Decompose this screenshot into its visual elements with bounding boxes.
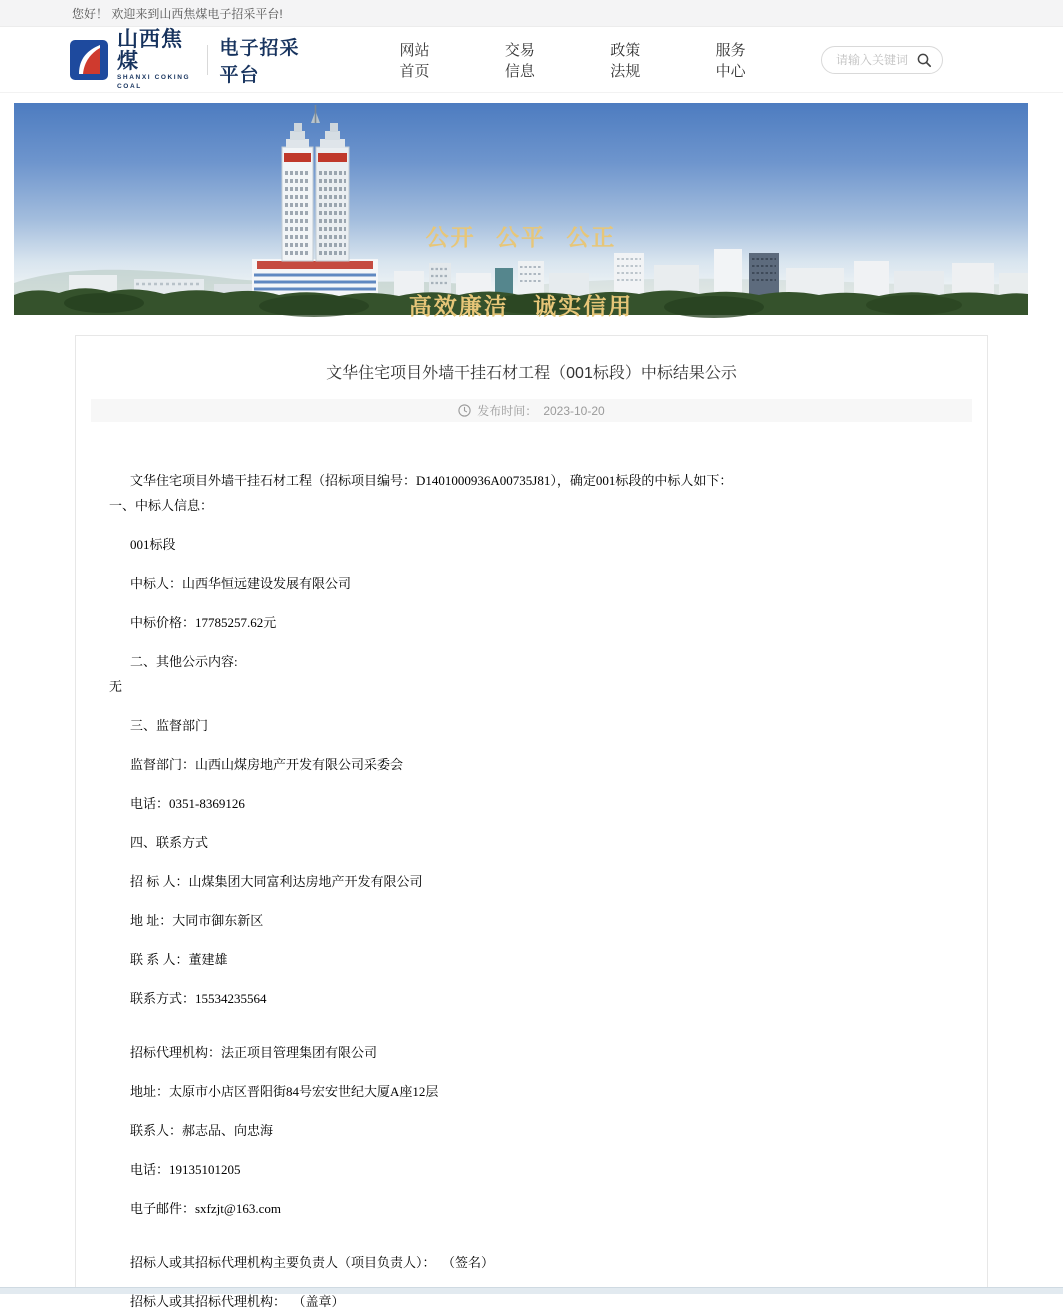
body-line: 招 标 人：山煤集团大同富利达房地产开发有限公司 bbox=[130, 874, 423, 889]
site-header bbox=[0, 27, 1063, 93]
announcement-body bbox=[76, 468, 987, 1314]
body-line: 一、中标人信息： bbox=[109, 498, 214, 513]
body-line: 001标段 bbox=[130, 537, 176, 552]
nav-service-center[interactable]: 服务中心 bbox=[715, 41, 746, 80]
clock-icon bbox=[458, 404, 471, 417]
logo-text-cn: 山西焦煤 bbox=[117, 27, 183, 73]
publish-date: 2023-10-20 bbox=[543, 403, 605, 418]
body-line: 联 系 人：董建雄 bbox=[130, 952, 228, 967]
search-box[interactable] bbox=[821, 46, 943, 74]
main-nav bbox=[400, 39, 821, 81]
footer-bar bbox=[0, 1287, 1063, 1294]
body-line: 三、监督部门 bbox=[130, 718, 209, 733]
logo-text-en: SHANXI COKING COAL bbox=[117, 73, 191, 90]
body-line: 无 bbox=[109, 679, 123, 694]
body-line: 招标人或其招标代理机构： （盖章） bbox=[130, 1294, 345, 1309]
announcement-card bbox=[75, 335, 988, 1309]
banner-slogan bbox=[409, 187, 633, 357]
body-line: 招标代理机构：法正项目管理集团有限公司 bbox=[130, 1045, 378, 1060]
publish-label: 发布时间： bbox=[477, 404, 538, 418]
body-line: 四、联系方式 bbox=[130, 835, 209, 850]
nav-trade-info[interactable]: 交易信息 bbox=[504, 41, 535, 80]
welcome-text: 您好！ 欢迎来到山西焦煤电子招采平台! bbox=[72, 6, 283, 21]
body-line: 电话：19135101205 bbox=[130, 1162, 241, 1177]
logo-mark-icon bbox=[70, 40, 108, 80]
body-line: 监督部门：山西山煤房地产开发有限公司采委会 bbox=[130, 757, 404, 772]
logo-platform-text: 电子招采平台 bbox=[219, 37, 300, 86]
search-icon[interactable] bbox=[916, 52, 932, 68]
nav-policies[interactable]: 政策法规 bbox=[610, 41, 641, 80]
welcome-bar bbox=[0, 0, 1063, 27]
body-line: 招标人或其招标代理机构主要负责人（项目负责人）： （签名） bbox=[130, 1255, 495, 1270]
nav-home[interactable]: 网站首页 bbox=[399, 41, 430, 80]
body-line: 联系人：郝志品、向忠海 bbox=[130, 1123, 274, 1138]
body-line: 中标价格：17785257.62元 bbox=[130, 615, 277, 630]
body-line: 电话：0351-8369126 bbox=[130, 796, 245, 811]
hero-banner bbox=[14, 103, 1028, 319]
banner-slogan-line2: 高效廉洁 诚实信用 bbox=[408, 293, 634, 319]
banner-slogan-line1: 公开 公平 公正 bbox=[425, 224, 617, 250]
logo-divider bbox=[207, 45, 208, 75]
publish-meta-bar bbox=[91, 399, 972, 422]
page-title: 文华住宅项目外墙干挂石材工程（001标段）中标结果公示 bbox=[326, 365, 737, 382]
body-line: 电子邮件：sxfzjt@163.com bbox=[130, 1201, 281, 1216]
site-logo[interactable] bbox=[70, 29, 312, 91]
body-line: 地址：太原市小店区晋阳街84号宏安世纪大厦A座12层 bbox=[130, 1084, 439, 1099]
body-line: 文华住宅项目外墙干挂石材工程（招标项目编号：D1401000936A00735J81），确定001标段的中标人如下： bbox=[130, 473, 733, 488]
search-input[interactable] bbox=[836, 53, 916, 67]
body-line: 联系方式：15534235564 bbox=[130, 991, 267, 1006]
body-line: 中标人：山西华恒远建设发展有限公司 bbox=[130, 576, 352, 591]
body-line: 二、其他公示内容: bbox=[130, 654, 238, 669]
body-line: 地 址：大同市御东新区 bbox=[130, 913, 264, 928]
